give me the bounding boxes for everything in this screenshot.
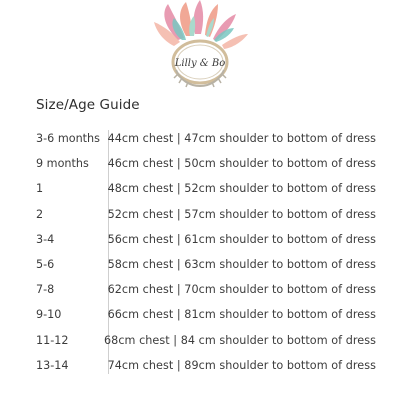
table-row — [36, 227, 376, 252]
table-row — [36, 126, 376, 151]
measurement-cell: 74cm chest | 89cm shoulder to bottom of dress — [107, 358, 376, 372]
svg-text:Lilly & Bo: Lilly & Bo — [174, 58, 226, 69]
measurement-cell: 44cm chest | 47cm shoulder to bottom of dress — [107, 132, 376, 146]
age-cell: 2 — [36, 207, 44, 221]
measurement-cell: 68cm chest | 84 cm shoulder to bottom of dress — [103, 333, 376, 347]
table-row — [36, 353, 376, 378]
measurement-cell: 56cm chest | 61cm shoulder to bottom of dress — [107, 232, 376, 246]
table-row — [36, 328, 376, 353]
age-cell: 1 — [36, 182, 44, 196]
measurement-cell: 58cm chest | 63cm shoulder to bottom of dress — [107, 258, 376, 272]
brand-logo-graphic — [148, 0, 253, 93]
table-row — [36, 302, 376, 327]
measurement-cell: 66cm chest | 81cm shoulder to bottom of dress — [107, 308, 376, 322]
table-row — [36, 202, 376, 227]
measurement-cell: 48cm chest | 52cm shoulder to bottom of dress — [107, 182, 376, 196]
age-cell: 3-6 months — [36, 132, 100, 146]
age-cell: 7-8 — [36, 283, 55, 297]
table-row — [36, 151, 376, 176]
measurement-cell: 52cm chest | 57cm shoulder to bottom of dress — [107, 207, 376, 221]
measurement-cell: 46cm chest | 50cm shoulder to bottom of dress — [107, 157, 376, 171]
age-cell: 11-12 — [36, 333, 69, 347]
table-row — [36, 176, 376, 201]
age-cell: 5-6 — [36, 258, 55, 272]
measurement-cell: 62cm chest | 70cm shoulder to bottom of dress — [107, 283, 376, 297]
age-cell: 3-4 — [36, 232, 55, 246]
brand-logo — [148, 0, 253, 93]
age-cell: 9-10 — [36, 308, 62, 322]
table-row — [36, 277, 376, 302]
age-cell: 13-14 — [36, 358, 69, 372]
size-guide-table — [36, 126, 376, 378]
age-cell: 9 months — [36, 157, 89, 171]
table-row — [36, 252, 376, 277]
page-title: Size/Age Guide — [36, 97, 140, 113]
